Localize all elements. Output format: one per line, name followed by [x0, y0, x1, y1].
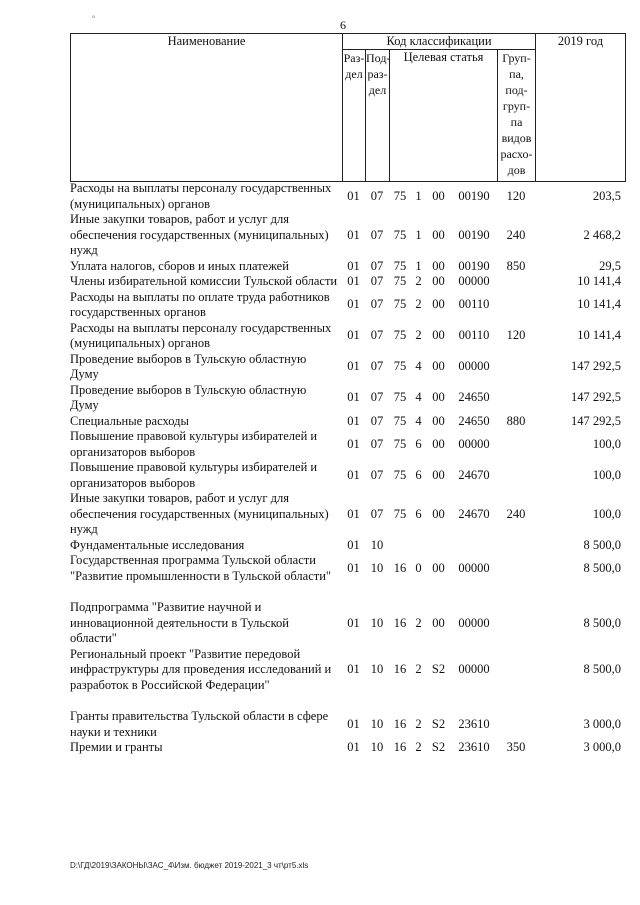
file-path-footer: D:\ГД\2019\ЗАКОНЫ\ЗАС_4\Изм. бюджет 2019-2021_3 чт\рт5.xls — [70, 861, 309, 870]
row-expense-type — [497, 274, 535, 290]
row-direction: 00 — [432, 413, 445, 428]
row-direction: S2 — [431, 716, 446, 731]
row-subsection: 10 — [370, 662, 384, 676]
row-name: Расходы на выплаты персоналу государственных (муниципальных) органов — [70, 181, 332, 211]
row-program: 16 — [393, 662, 407, 676]
header-expense-type: Груп- па, под- груп- па видов расхо- дов — [498, 50, 536, 182]
row-program: 75 — [393, 328, 407, 343]
row-name: Региональный проект "Развитие передовой инфраструктуры для проведения исследований и разработок в Российской Федерации" — [70, 646, 332, 692]
table-row — [70, 259, 625, 275]
row-expense-type — [497, 553, 535, 584]
row-article: 24670 — [458, 467, 490, 482]
row-direction: 00 — [432, 467, 445, 482]
row-article: 23610 — [458, 740, 490, 754]
row-subprogram: 6 — [415, 506, 422, 521]
row-subprogram: 2 — [415, 716, 422, 731]
row-name: Премии и гранты — [70, 740, 163, 754]
row-subprogram: 2 — [415, 274, 422, 288]
row-direction: 00 — [432, 436, 445, 451]
table-row — [70, 321, 625, 352]
row-direction: 00 — [432, 188, 445, 203]
row-program — [389, 538, 411, 554]
row-subsection: 10 — [370, 560, 384, 575]
row-section: 01 — [347, 413, 360, 428]
table-row — [70, 181, 625, 212]
row-amount: 10 141,4 — [577, 328, 621, 343]
row-subsection: 07 — [370, 436, 384, 451]
row-section: 01 — [347, 297, 360, 312]
row-expense-type — [497, 460, 535, 491]
row-expense-type — [497, 290, 535, 321]
row-article: 00000 — [458, 662, 490, 676]
table-row — [70, 740, 625, 756]
row-section: 01 — [347, 716, 360, 731]
row-subprogram: 0 — [415, 560, 422, 575]
header-subsection: Под- раз- дел — [366, 50, 390, 182]
row-name: Специальные расходы — [70, 413, 189, 428]
table-row — [70, 383, 625, 414]
row-section: 01 — [347, 328, 360, 343]
table-header — [70, 33, 626, 182]
row-name: Проведение выборов в Тульскую областную Думу — [70, 382, 307, 412]
row-subprogram: 1 — [415, 258, 422, 273]
row-name: Повышение правовой культуры избирателей и организаторов выборов — [70, 429, 318, 459]
row-amount: 10 141,4 — [577, 274, 621, 288]
row-amount: 2 468,2 — [583, 227, 621, 242]
row-subprogram: 1 — [415, 227, 422, 242]
row-expense-type — [497, 429, 535, 460]
row-article: 24650 — [458, 390, 490, 405]
row-subprogram: 2 — [415, 662, 422, 676]
table-row — [70, 600, 625, 647]
table-row — [70, 553, 625, 584]
row-amount: 100,0 — [592, 467, 621, 482]
row-spacer — [70, 693, 625, 709]
row-program: 75 — [393, 227, 407, 242]
row-article: 00000 — [458, 560, 490, 575]
row-amount: 8 500,0 — [583, 560, 621, 575]
row-subprogram: 4 — [415, 359, 422, 374]
row-direction: 00 — [432, 274, 445, 288]
row-subsection: 10 — [370, 740, 384, 754]
row-amount: 8 500,0 — [583, 615, 621, 630]
row-subprogram: 4 — [415, 390, 422, 405]
row-article — [451, 538, 497, 554]
row-subprogram: 6 — [415, 467, 422, 482]
row-name: Проведение выборов в Тульскую областную Думу — [70, 351, 307, 381]
row-expense-type: 880 — [506, 413, 526, 428]
table-row — [70, 460, 625, 491]
row-name: Иные закупки товаров, работ и услуг для обеспечения государственных (муниципальных) нужд — [70, 212, 329, 257]
row-program: 75 — [393, 413, 407, 428]
row-amount: 147 292,5 — [571, 359, 621, 374]
row-subsection: 10 — [370, 716, 384, 731]
row-program: 16 — [393, 560, 407, 575]
row-article: 00110 — [458, 328, 490, 343]
row-section: 01 — [347, 560, 360, 575]
row-name: Расходы на выплаты по оплате труда работников государственных органов — [70, 289, 330, 319]
row-expense-type: 240 — [506, 227, 526, 242]
table-row — [70, 212, 625, 259]
page-number: 6 — [340, 18, 346, 32]
row-direction: 00 — [432, 390, 445, 405]
row-expense-type: 850 — [506, 258, 526, 273]
row-name: Уплата налогов, сборов и иных платежей — [70, 258, 289, 273]
row-direction: 00 — [432, 297, 445, 312]
table-row — [70, 290, 625, 321]
row-subsection: 07 — [370, 297, 384, 312]
table-row — [70, 647, 625, 694]
row-program: 75 — [393, 359, 407, 374]
row-section: 01 — [347, 467, 360, 482]
row-direction: 00 — [432, 328, 445, 343]
row-direction: 00 — [432, 359, 445, 374]
row-amount: 29,5 — [599, 258, 621, 273]
row-subsection: 07 — [370, 188, 384, 203]
row-subsection: 07 — [370, 390, 384, 405]
row-amount: 147 292,5 — [571, 413, 621, 428]
row-amount: 8 500,0 — [583, 662, 621, 676]
row-direction: S2 — [431, 740, 446, 754]
row-amount: 10 141,4 — [577, 297, 621, 312]
row-article: 00110 — [458, 297, 490, 312]
row-subsection: 07 — [370, 467, 384, 482]
row-program: 75 — [393, 436, 407, 451]
row-expense-type — [497, 709, 535, 740]
table-row — [70, 429, 625, 460]
table-row — [70, 352, 625, 383]
table-row — [70, 491, 625, 538]
row-program: 75 — [393, 467, 407, 482]
row-direction: 00 — [432, 506, 445, 521]
row-program: 75 — [393, 506, 407, 521]
row-amount: 203,5 — [592, 188, 621, 203]
row-spacer — [70, 584, 625, 600]
row-subprogram: 2 — [415, 615, 422, 630]
row-subsection: 07 — [370, 274, 384, 288]
row-expense-type — [497, 538, 535, 554]
row-amount: 3 000,0 — [583, 716, 621, 731]
row-name: Расходы на выплаты персоналу государственных (муниципальных) органов — [70, 320, 332, 350]
row-subprogram: 4 — [415, 413, 422, 428]
table-row — [70, 414, 625, 430]
row-article: 00190 — [458, 227, 490, 242]
row-program: 75 — [393, 297, 407, 312]
row-direction: 00 — [432, 615, 445, 630]
row-section: 01 — [347, 662, 360, 676]
row-program: 75 — [393, 390, 407, 405]
header-year: 2019 год — [536, 34, 626, 182]
header-name: Наименование — [71, 34, 343, 182]
row-subsection: 07 — [370, 258, 384, 273]
row-name: Государственная программа Тульской области "Развитие промышленности в Тульской области" — [70, 553, 332, 583]
row-subprogram: 1 — [415, 188, 422, 203]
row-article: 24670 — [458, 506, 490, 521]
row-subsection: 07 — [370, 413, 384, 428]
row-name: Фундаментальные исследования — [70, 537, 245, 552]
row-amount: 100,0 — [592, 506, 621, 521]
row-subprogram — [411, 538, 426, 554]
row-expense-type: 120 — [506, 188, 526, 203]
row-subsection: 07 — [370, 359, 384, 374]
table-row — [70, 709, 625, 740]
row-direction: 00 — [432, 258, 445, 273]
row-section: 01 — [347, 274, 360, 288]
row-article: 23610 — [458, 716, 490, 731]
row-direction: 00 — [432, 560, 445, 575]
row-section: 01 — [347, 359, 360, 374]
row-subprogram: 2 — [415, 297, 422, 312]
row-article: 00190 — [458, 188, 490, 203]
row-expense-type: 240 — [506, 506, 526, 521]
row-program: 75 — [393, 274, 407, 288]
header-target-article: Целевая статья — [390, 50, 498, 182]
row-direction — [426, 538, 451, 554]
row-section: 01 — [347, 740, 360, 754]
row-subprogram: 6 — [415, 436, 422, 451]
row-section: 01 — [347, 615, 360, 630]
row-subsection: 07 — [370, 328, 384, 343]
row-program: 16 — [393, 615, 407, 630]
row-subsection: 10 — [370, 615, 384, 630]
row-name: Повышение правовой культуры избирателей и организаторов выборов — [70, 460, 318, 490]
row-article: 24650 — [458, 413, 490, 428]
row-direction: S2 — [431, 662, 446, 676]
row-section: 01 — [347, 258, 360, 273]
row-expense-type — [497, 647, 535, 694]
row-subprogram: 2 — [415, 740, 422, 754]
header-section: Раз- дел — [343, 50, 366, 182]
row-amount: 8 500,0 — [583, 537, 621, 552]
scan-mark: ° — [92, 14, 96, 23]
row-name: Члены избирательной комиссии Тульской области — [70, 274, 338, 288]
row-program: 75 — [393, 258, 407, 273]
row-section: 01 — [347, 506, 360, 521]
row-name: Иные закупки товаров, работ и услуг для обеспечения государственных (муниципальных) нужд — [70, 491, 329, 536]
row-direction: 00 — [432, 227, 445, 242]
row-subsection: 07 — [370, 227, 384, 242]
table-row — [70, 274, 625, 290]
row-subsection: 10 — [370, 537, 384, 552]
row-section: 01 — [347, 390, 360, 405]
row-name: Подпрограмма "Развитие научной и инновационной деятельности в Тульской области" — [70, 600, 289, 645]
row-expense-type: 120 — [506, 328, 526, 343]
row-article: 00000 — [458, 436, 490, 451]
row-section: 01 — [347, 227, 360, 242]
row-amount: 100,0 — [592, 436, 621, 451]
row-article: 00190 — [458, 258, 490, 273]
row-article: 00000 — [458, 274, 490, 288]
row-section: 01 — [347, 537, 360, 552]
row-expense-type — [497, 600, 535, 647]
row-expense-type — [497, 383, 535, 414]
row-section: 01 — [347, 436, 360, 451]
header-classification-code: Код классификации — [343, 34, 536, 50]
row-article: 00000 — [458, 615, 490, 630]
row-amount: 147 292,5 — [571, 390, 621, 405]
budget-table — [70, 181, 625, 756]
row-name: Гранты правительства Тульской области в сфере науки и техники — [70, 709, 329, 739]
row-subsection: 07 — [370, 506, 384, 521]
row-program: 16 — [393, 716, 407, 731]
row-amount: 3 000,0 — [583, 740, 621, 754]
row-article: 00000 — [458, 359, 490, 374]
row-program: 75 — [393, 188, 407, 203]
row-subprogram: 2 — [415, 328, 422, 343]
row-expense-type — [497, 352, 535, 383]
row-section: 01 — [347, 188, 360, 203]
row-expense-type: 350 — [506, 740, 526, 754]
row-program: 16 — [393, 740, 407, 754]
table-row — [70, 538, 625, 554]
